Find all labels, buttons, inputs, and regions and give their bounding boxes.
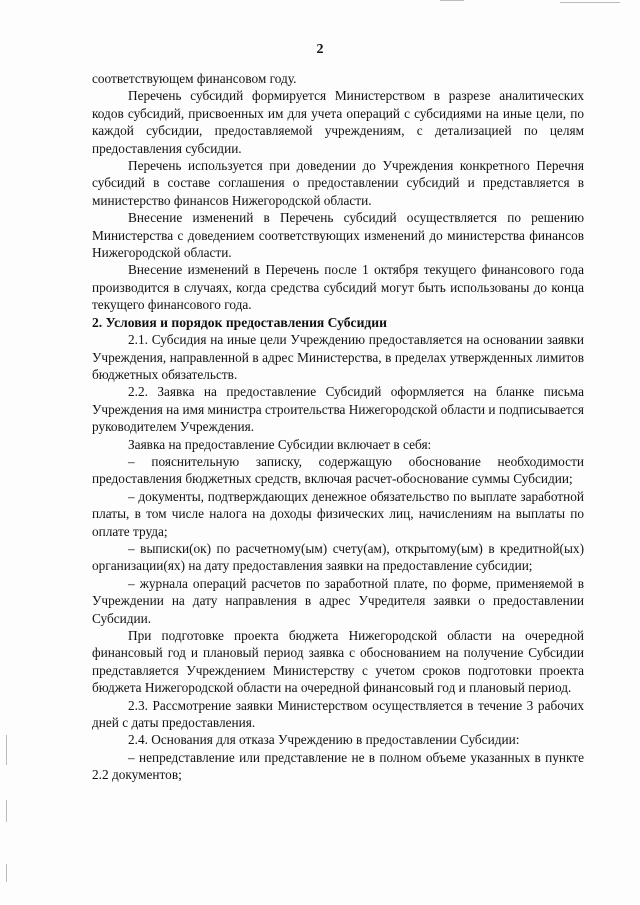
paragraph: соответствующем финансовом году. — [92, 71, 297, 86]
paragraph: – выписки(ок) по расчетному(ым) счету(ам), открытому(ым) в кредитной(ых) организации(ях) на дату предоставления заявки на предоставление субсидии; — [92, 540, 584, 574]
paragraph: 2.2. Заявка на предоставление Субсидий оформляется на бланке письма Учреждения на имя министра строительства Нижегородской области и подписывается руководителем Учреждения. — [92, 384, 584, 435]
page-number: 2 — [316, 42, 324, 57]
paragraph: Перечень субсидий формируется Министерством в разрезе аналитических кодов субсидий, присвоенных им для учета операций с субсидиями на иные цели, по каждой субсидии, предоставляемой учреждениям, с детализацией по целям предоставления субсидии. — [92, 88, 584, 156]
paragraphs-before-section — [92, 70, 584, 314]
scan-artifact — [6, 735, 7, 765]
paragraph: – журнала операций расчетов по заработной плате, по форме, применяемой в Учреждении на дату направления в адрес Учредителя заявки о предоставлении Субсидии. — [92, 575, 584, 626]
paragraph: Внесение изменений в Перечень субсидий осуществляется по решению Министерства с доведением соответствующих изменений до министерства финансов Нижегородской области. — [92, 210, 584, 261]
paragraph: 2.4. Основания для отказа Учреждению в предоставлении Субсидии: — [128, 732, 520, 748]
document-body — [92, 70, 584, 784]
scan-artifact — [440, 0, 464, 1]
section-heading: 2. Условия и порядок предоставления Субсидии — [92, 314, 387, 330]
paragraph: – пояснительную записку, содержащую обоснование необходимости предоставления бюджетных средств, включая расчет-обоснование суммы Субсидии; — [92, 453, 584, 487]
paragraph: Перечень используется при доведении до Учреждения конкретного Перечня субсидий в составе соглашения о предоставлении субсидий и представляется в министерство финансов Нижегородской области. — [92, 158, 584, 208]
paragraph: При подготовке проекта бюджета Нижегородской области на очередной финансовый год и плановый период заявка с обоснованием на получение Субсидии представляется Учреждением Министерству с учетом сроков подготовки проекта бюджета Нижегородской области на очередной финансовый год и плановый период. — [92, 628, 584, 696]
paragraphs-after-section — [92, 331, 584, 784]
scan-artifact — [560, 2, 620, 3]
paragraph: Внесение изменений в Перечень после 1 октября текущего финансового года производится в случаях, когда средства субсидий могут быть использованы до конца текущего финансового года. — [92, 262, 584, 313]
paragraph: 2.3. Рассмотрение заявки Министерством осуществляется в течение 3 рабочих дней с даты предоставления. — [92, 697, 584, 731]
paragraph: – документы, подтверждающих денежное обязательство по выплате заработной платы, в том числе налога на доходы физических лиц, начислениям на выплаты по оплате труда; — [92, 488, 584, 539]
paragraph: Заявка на предоставление Субсидии включает в себя: — [128, 436, 432, 452]
scan-artifact — [6, 800, 7, 822]
scan-artifact — [6, 864, 7, 882]
paragraph: – непредставление или представление не в полном объеме указанных в пункте 2.2 документов; — [92, 749, 584, 783]
paragraph: 2.1. Субсидия на иные цели Учреждению предоставляется на основании заявки Учреждения, направленной в адрес Министерства, в пределах утвержденных лимитов бюджетных обязательств. — [92, 332, 584, 382]
